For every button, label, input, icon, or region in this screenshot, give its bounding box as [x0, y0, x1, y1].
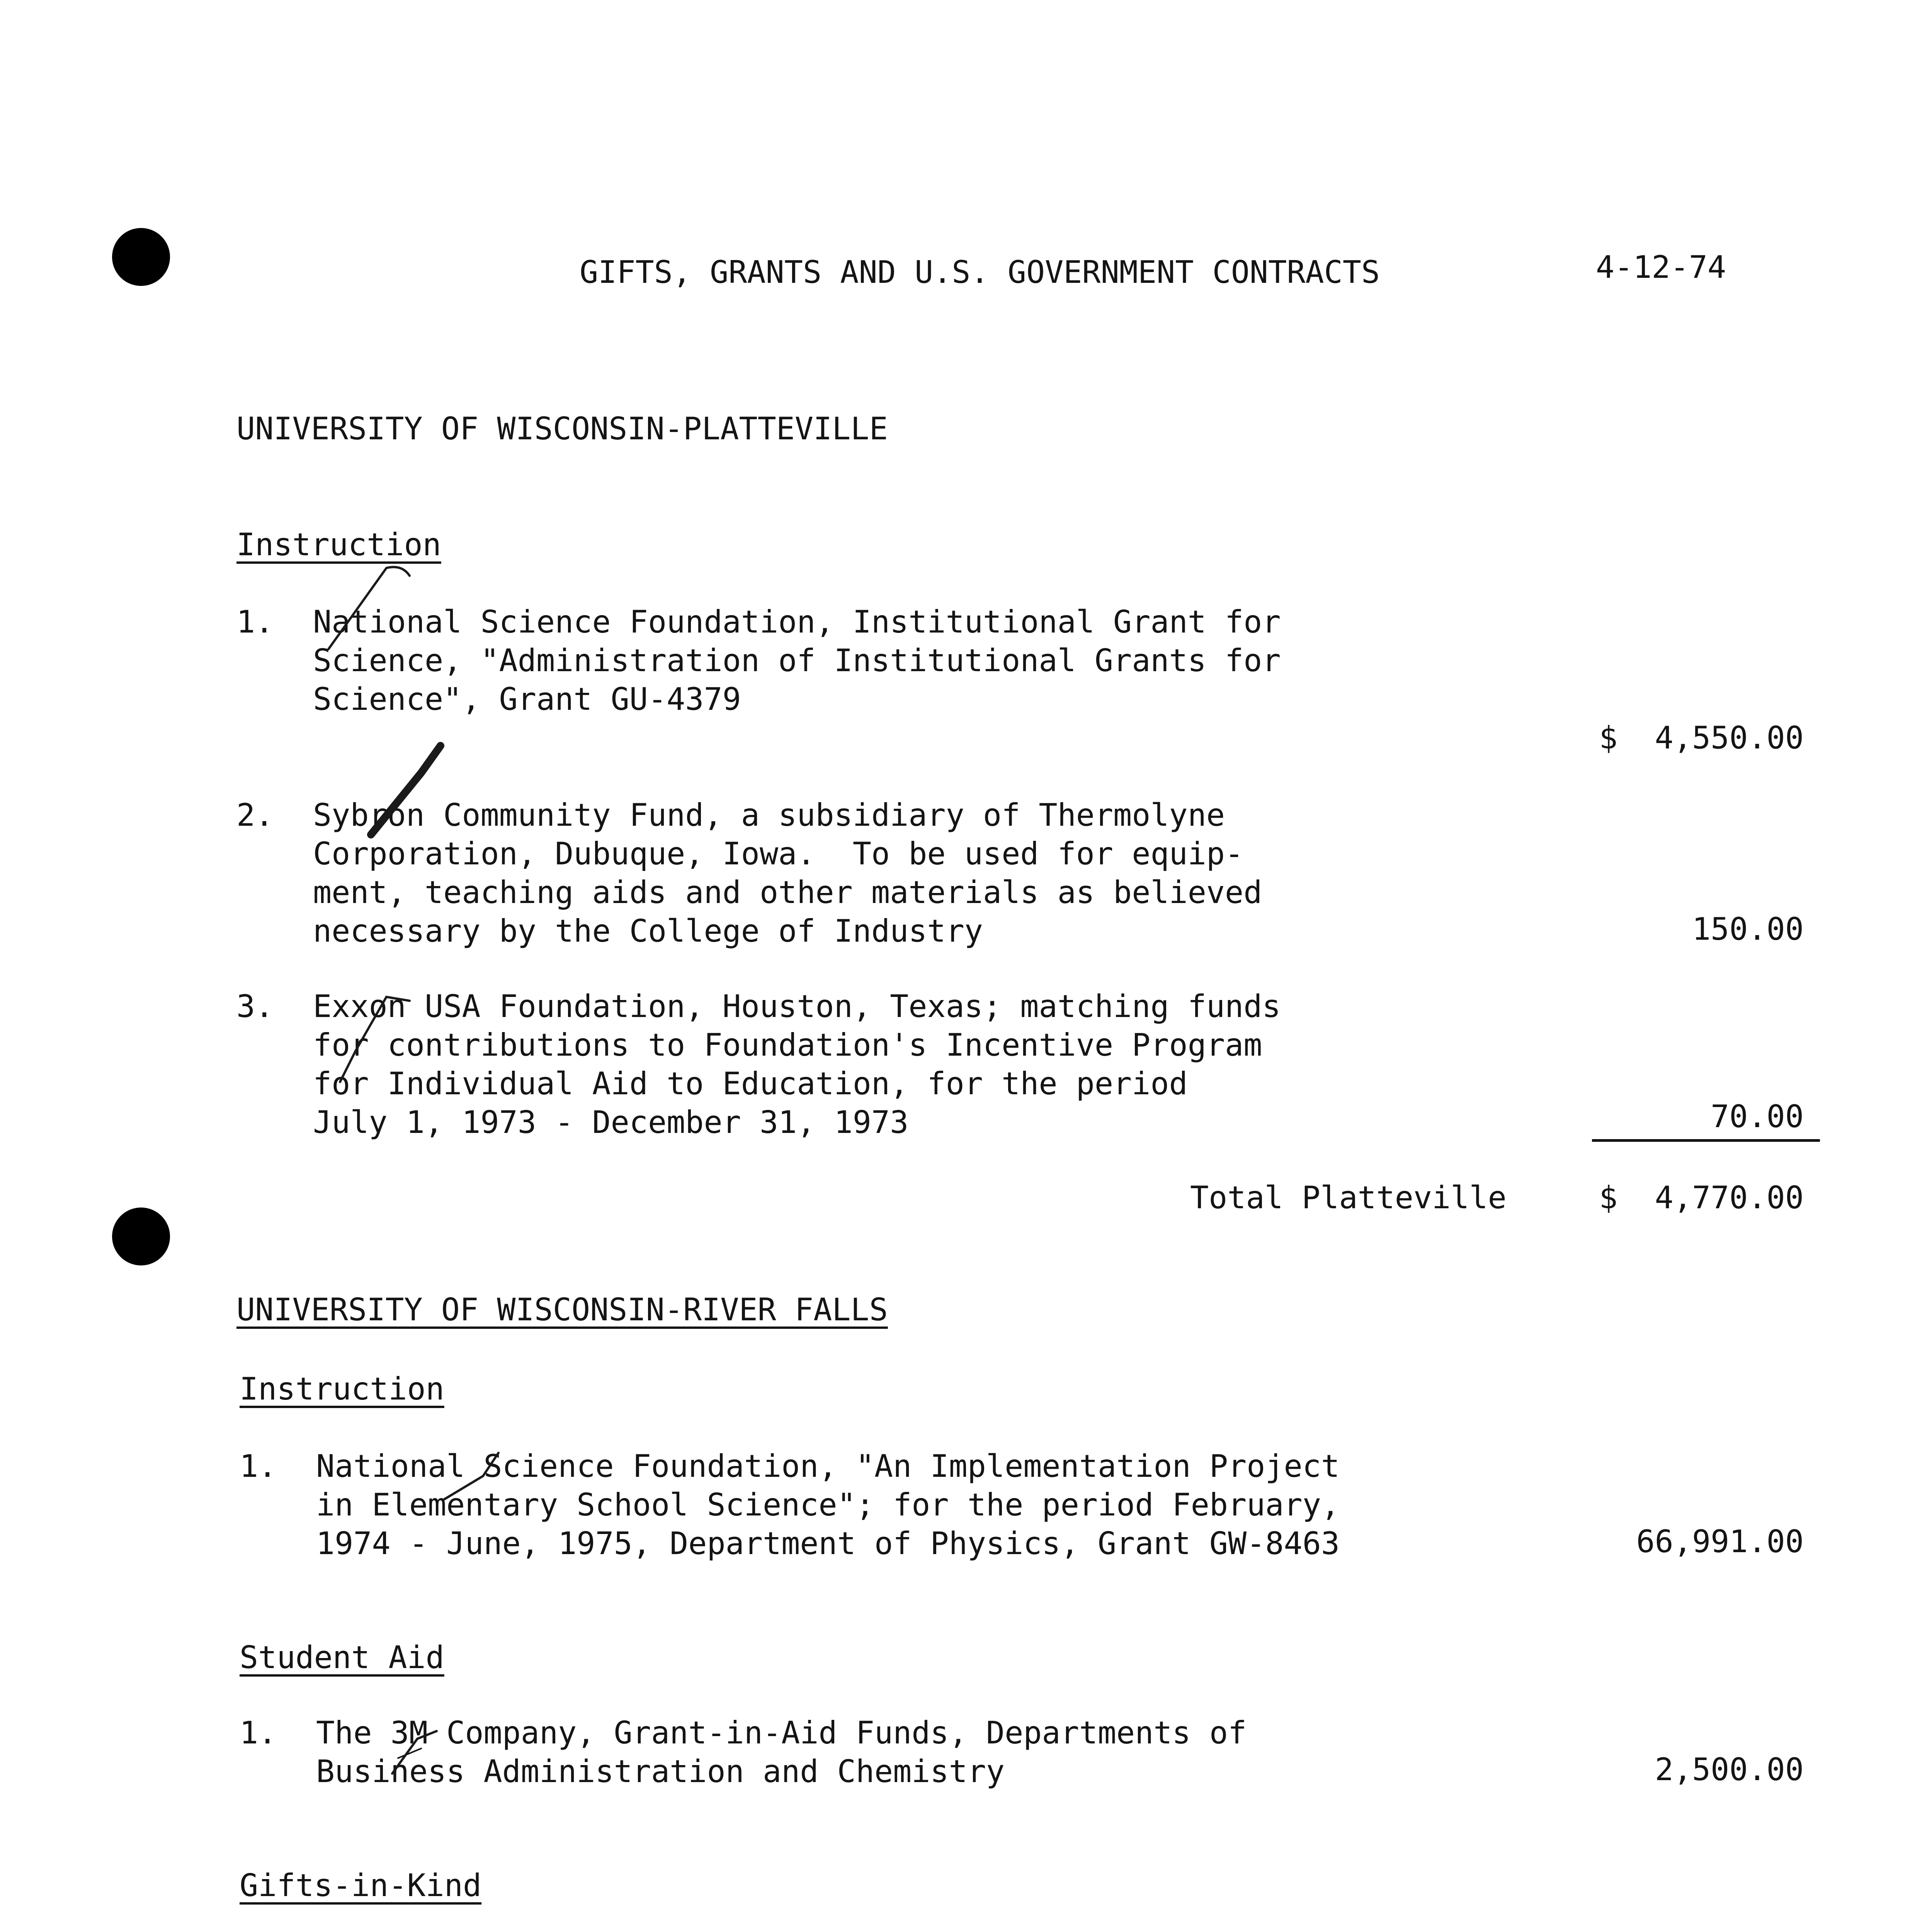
platteville-item-2-line-4: necessary by the College of Industry [313, 913, 983, 949]
platteville-item-3-line-1: Exxon USA Foundation, Houston, Texas; matching funds [313, 988, 1281, 1024]
platteville-item-2-amount: 150.00 [1692, 911, 1804, 947]
platteville-item-3-line-4: July 1, 1973 - December 31, 1973 [313, 1104, 909, 1140]
river-falls-heading: UNIVERSITY OF WISCONSIN-RIVER FALLS [236, 1292, 888, 1328]
river-falls-instruction-line-2: in Elementary School Science"; for the period February, [316, 1487, 1340, 1523]
platteville-total-amount: $ 4,770.00 [1599, 1180, 1804, 1216]
river-falls-student-aid-amount: 2,500.00 [1655, 1752, 1804, 1787]
platteville-item-1-line-2: Science, "Administration of Institutional Grants for [313, 643, 1281, 679]
platteville-item-3-number: 3. [236, 988, 274, 1024]
platteville-item-1-amount: $ 4,550.00 [1599, 720, 1804, 756]
river-falls-student-aid-line-2: Business Administration and Chemistry [316, 1753, 1005, 1789]
binder-hole-top [112, 228, 170, 286]
platteville-heading: UNIVERSITY OF WISCONSIN-PLATTEVILLE [236, 411, 888, 447]
platteville-total-label: Total Platteville [1190, 1180, 1507, 1216]
page-date: 4-12-74 [1596, 249, 1726, 285]
river-falls-instruction-line-1: National Science Foundation, "An Implementation Project [316, 1448, 1340, 1484]
page-title: GIFTS, GRANTS AND U.S. GOVERNMENT CONTRACTS [580, 254, 1380, 290]
platteville-item-2-line-3: ment, teaching aids and other materials as believed [313, 874, 1262, 910]
river-falls-student-aid-line-1: The 3M Company, Grant-in-Aid Funds, Departments of [316, 1715, 1247, 1751]
platteville-instruction-heading: Instruction [236, 527, 441, 563]
platteville-subtotal-rule [1592, 1139, 1820, 1142]
river-falls-student-aid-heading: Student Aid [240, 1639, 444, 1675]
platteville-item-3-line-3: for Individual Aid to Education, for the period [313, 1066, 1188, 1102]
river-falls-gifts-in-kind-heading: Gifts-in-Kind [240, 1867, 482, 1903]
river-falls-student-aid-item-number: 1. [240, 1715, 277, 1751]
platteville-item-1-number: 1. [236, 604, 274, 640]
platteville-item-2-line-2: Corporation, Dubuque, Iowa. To be used for equip- [313, 836, 1244, 872]
platteville-item-3-amount: 70.00 [1711, 1099, 1804, 1134]
platteville-item-3-line-2: for contributions to Foundation's Incentive Program [313, 1027, 1262, 1063]
platteville-item-1-line-1: National Science Foundation, Institutional Grant for [313, 604, 1281, 640]
binder-hole-middle [112, 1208, 170, 1265]
river-falls-instruction-amount: 66,991.00 [1636, 1524, 1804, 1560]
river-falls-instruction-line-3: 1974 - June, 1975, Department of Physics, Grant GW-8463 [316, 1526, 1340, 1561]
river-falls-instruction-heading: Instruction [240, 1371, 444, 1407]
platteville-item-2-number: 2. [236, 797, 274, 833]
platteville-item-2-line-1: Sybron Community Fund, a subsidiary of Thermolyne [313, 797, 1225, 833]
platteville-item-1-line-3: Science", Grant GU-4379 [313, 681, 741, 717]
river-falls-instruction-item-number: 1. [240, 1448, 277, 1484]
